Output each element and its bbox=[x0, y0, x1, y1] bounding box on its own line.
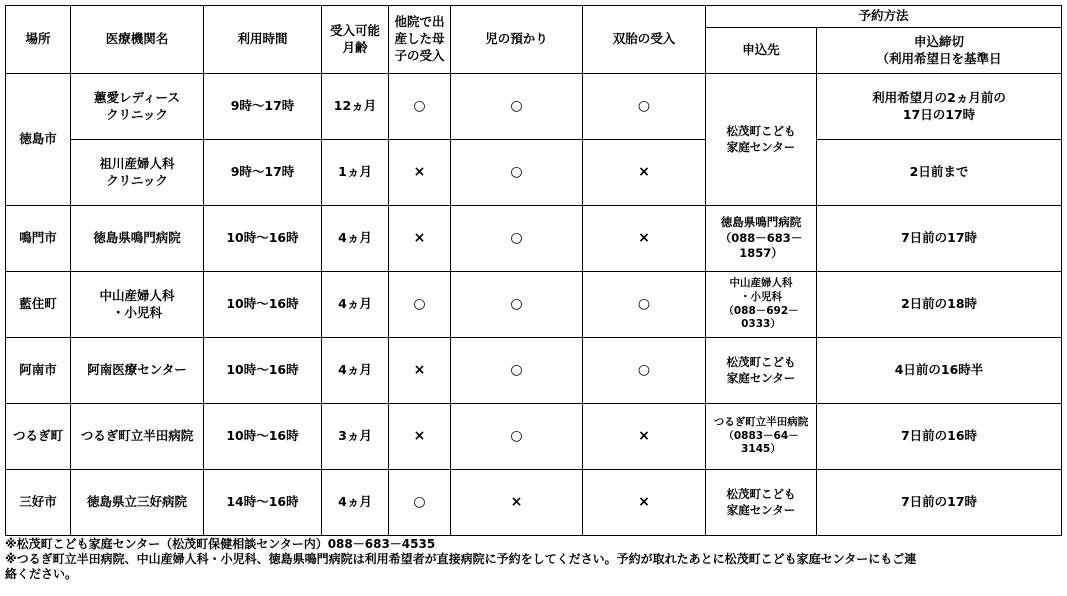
table-row bbox=[6, 206, 1062, 272]
cell-deadline: 7日前の17時 bbox=[817, 206, 1062, 272]
cell-hours: 10時～16時 bbox=[204, 404, 322, 470]
cell-contact: 松茂町こども 家庭センター bbox=[706, 74, 817, 206]
cell-contact: 松茂町こども 家庭センター bbox=[706, 338, 817, 404]
cell-sibling: ○ bbox=[451, 404, 583, 470]
table-row bbox=[6, 140, 1062, 206]
cell-facility: 蕙愛レディース クリニック bbox=[71, 74, 204, 140]
cell-sibling: ○ bbox=[451, 338, 583, 404]
cell-age: 4ヵ月 bbox=[322, 206, 389, 272]
cell-deadline: 4日前の16時半 bbox=[817, 338, 1062, 404]
table-row bbox=[6, 404, 1062, 470]
cell-facility: 徳島県立三好病院 bbox=[71, 470, 204, 536]
cell-deadline: 2日前の18時 bbox=[817, 272, 1062, 338]
footnote-direct-booking: ※つるぎ町立半田病院、中山産婦人科・小児科、徳島県鳴門病院は利用希望者が直接病院に予約をしてください。予約が取れたあとに松茂町こども家庭センターにもご連 bbox=[5, 552, 917, 566]
cell-hours: 10時～16時 bbox=[204, 206, 322, 272]
cell-place: 阿南市 bbox=[6, 338, 71, 404]
header-apply-to: 申込先 bbox=[706, 28, 817, 74]
cell-hours: 10時～16時 bbox=[204, 272, 322, 338]
cell-hours: 10時～16時 bbox=[204, 338, 322, 404]
cell-twins: × bbox=[583, 206, 706, 272]
table-row bbox=[6, 74, 1062, 140]
cell-sibling: ○ bbox=[451, 206, 583, 272]
cell-sibling: ○ bbox=[451, 272, 583, 338]
cell-contact: 中山産婦人科 ・小児科 （088－692－ 0333） bbox=[706, 272, 817, 338]
cell-place: 藍住町 bbox=[6, 272, 71, 338]
header-reservation: 予約方法 bbox=[706, 6, 1062, 28]
cell-age: 12ヵ月 bbox=[322, 74, 389, 140]
header-deadline: 申込締切 （利用希望日を基準日 bbox=[817, 28, 1062, 74]
cell-facility: 中山産婦人科 ・小児科 bbox=[71, 272, 204, 338]
cell-hours: 9時～17時 bbox=[204, 140, 322, 206]
cell-hours: 14時～16時 bbox=[204, 470, 322, 536]
cell-place: 徳島市 bbox=[6, 74, 71, 206]
cell-deadline: 7日前の16時 bbox=[817, 404, 1062, 470]
table-row bbox=[6, 338, 1062, 404]
cell-hours: 9時～17時 bbox=[204, 74, 322, 140]
cell-twins: × bbox=[583, 404, 706, 470]
cell-sibling: ○ bbox=[451, 140, 583, 206]
cell-other-birth: ○ bbox=[389, 470, 451, 536]
cell-twins: × bbox=[583, 140, 706, 206]
cell-age: 4ヵ月 bbox=[322, 338, 389, 404]
cell-twins: ○ bbox=[583, 74, 706, 140]
header-place: 場所 bbox=[6, 6, 71, 74]
cell-other-birth: × bbox=[389, 338, 451, 404]
cell-place: つるぎ町 bbox=[6, 404, 71, 470]
cell-twins: × bbox=[583, 470, 706, 536]
cell-age: 1ヵ月 bbox=[322, 140, 389, 206]
header-other-birth: 他院で出 産した母 子の受入 bbox=[389, 6, 451, 74]
header-facility: 医療機関名 bbox=[71, 6, 204, 74]
cell-age: 3ヵ月 bbox=[322, 404, 389, 470]
cell-twins: ○ bbox=[583, 338, 706, 404]
cell-place: 鳴門市 bbox=[6, 206, 71, 272]
cell-sibling: ○ bbox=[451, 74, 583, 140]
cell-contact: つるぎ町立半田病院 （0883－64－ 3145） bbox=[706, 404, 817, 470]
header-hours: 利用時間 bbox=[204, 6, 322, 74]
document bbox=[5, 5, 1061, 582]
postpartum-care-table bbox=[5, 5, 1062, 536]
cell-facility: 阿南医療センター bbox=[71, 338, 204, 404]
cell-age: 4ヵ月 bbox=[322, 470, 389, 536]
cell-contact: 松茂町こども 家庭センター bbox=[706, 470, 817, 536]
footnote-center-phone: ※松茂町こども家庭センター（松茂町保健相談センター内）088－683－4535 bbox=[5, 537, 436, 551]
cell-other-birth: ○ bbox=[389, 74, 451, 140]
cell-facility: 祖川産婦人科 クリニック bbox=[71, 140, 204, 206]
cell-facility: 徳島県鳴門病院 bbox=[71, 206, 204, 272]
header-sibling: 児の預かり bbox=[451, 6, 583, 74]
cell-age: 4ヵ月 bbox=[322, 272, 389, 338]
cell-deadline: 利用希望月の2ヵ月前の 17日の17時 bbox=[817, 74, 1062, 140]
footnote-direct-booking-cont: 絡ください。 bbox=[5, 567, 78, 581]
header-twins: 双胎の受入 bbox=[583, 6, 706, 74]
cell-twins: ○ bbox=[583, 272, 706, 338]
cell-other-birth: × bbox=[389, 404, 451, 470]
cell-deadline: 2日前まで bbox=[817, 140, 1062, 206]
cell-other-birth: × bbox=[389, 206, 451, 272]
cell-contact: 徳島県鳴門病院 （088－683－ 1857） bbox=[706, 206, 817, 272]
cell-sibling: × bbox=[451, 470, 583, 536]
cell-place: 三好市 bbox=[6, 470, 71, 536]
cell-deadline: 7日前の17時 bbox=[817, 470, 1062, 536]
cell-other-birth: × bbox=[389, 140, 451, 206]
cell-other-birth: ○ bbox=[389, 272, 451, 338]
table-row bbox=[6, 272, 1062, 338]
footnotes bbox=[5, 537, 1061, 582]
cell-facility: つるぎ町立半田病院 bbox=[71, 404, 204, 470]
header-age: 受入可能 月齢 bbox=[322, 6, 389, 74]
table-row bbox=[6, 470, 1062, 536]
